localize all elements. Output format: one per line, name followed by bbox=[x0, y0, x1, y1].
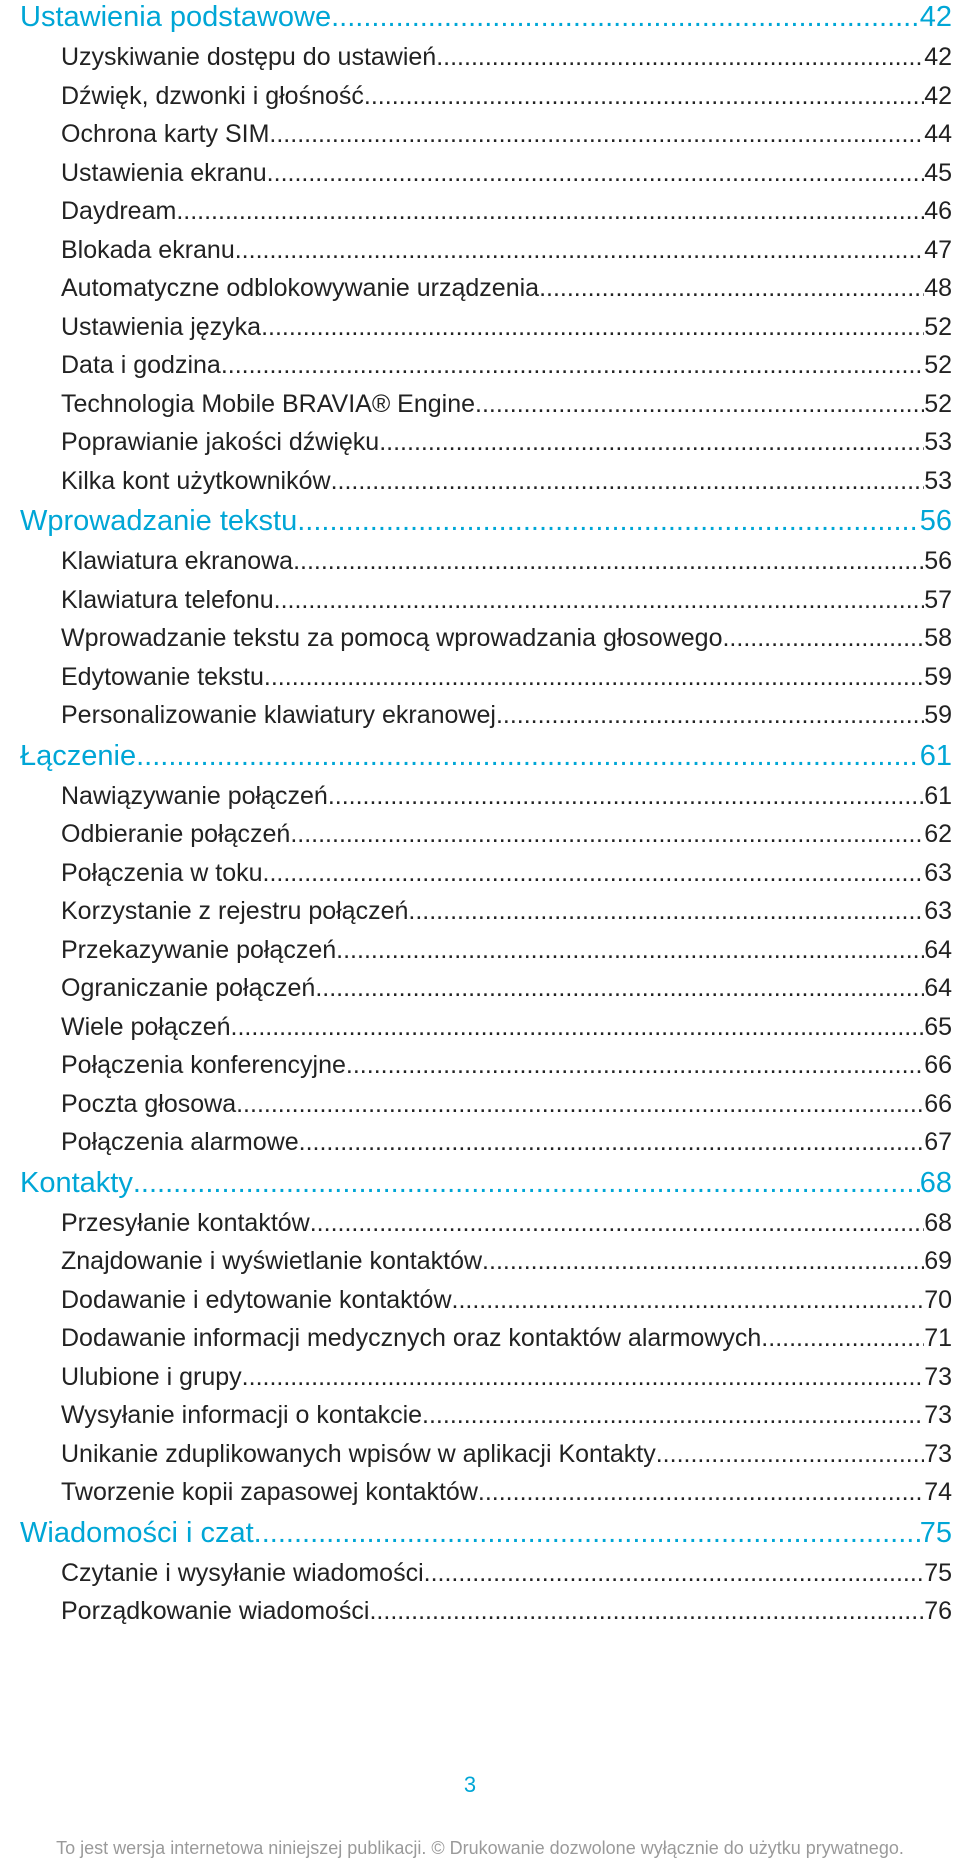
leader-dots bbox=[269, 115, 924, 154]
toc-section bbox=[20, 1166, 952, 1512]
toc-entry-page: 45 bbox=[924, 158, 952, 187]
leader-dots bbox=[242, 1358, 925, 1397]
toc-entry-page: 47 bbox=[924, 235, 952, 264]
toc-entry-title: Unikanie zduplikowanych wpisów w aplikacji Kontakty bbox=[61, 1439, 656, 1468]
toc-entry[interactable] bbox=[20, 192, 952, 231]
leader-dots bbox=[452, 1281, 925, 1320]
leader-dots bbox=[422, 1396, 924, 1435]
toc-entry-title: Kilka kont użytkowników bbox=[61, 466, 331, 495]
toc-heading-title: Ustawienia podstawowe bbox=[20, 1, 332, 33]
toc-entry-page: 56 bbox=[924, 547, 952, 575]
toc-entry-page: 70 bbox=[924, 1285, 952, 1314]
toc-section bbox=[20, 504, 952, 735]
toc-entry-title: Połączenia konferencyjne bbox=[61, 1051, 346, 1079]
footer-note: To jest wersja internetowa niniejszej publikacji. © Drukowanie dozwolone wyłącznie do użytku prywatnego. bbox=[56, 1838, 904, 1858]
toc-entry[interactable] bbox=[20, 1319, 952, 1358]
toc-entry-page: 67 bbox=[924, 1128, 952, 1156]
toc-entry-title: Ustawienia ekranu bbox=[61, 158, 267, 187]
leader-dots bbox=[331, 0, 920, 34]
toc-entry-page: 66 bbox=[924, 1051, 952, 1079]
toc-entry[interactable] bbox=[20, 1204, 952, 1243]
toc-entry[interactable] bbox=[20, 38, 952, 77]
leader-dots bbox=[136, 739, 920, 773]
toc-entry[interactable] bbox=[20, 269, 952, 308]
toc-entry-title: Dźwięk, dzwonki i głośność bbox=[61, 81, 364, 110]
leader-dots bbox=[221, 346, 924, 385]
toc-heading-page: 75 bbox=[919, 1516, 952, 1549]
leader-dots bbox=[290, 815, 924, 854]
leader-dots bbox=[478, 1473, 924, 1512]
toc-entry-page: 44 bbox=[924, 120, 952, 148]
toc-entry-title: Uzyskiwanie dostępu do ustawień bbox=[61, 43, 437, 71]
leader-dots bbox=[133, 1166, 920, 1200]
toc-entry-page: 53 bbox=[924, 466, 952, 495]
toc-entry-title: Poczta głosowa bbox=[61, 1089, 237, 1118]
toc-entry-page: 62 bbox=[924, 820, 952, 848]
toc-entry-title: Porządkowanie wiadomości bbox=[61, 1597, 370, 1625]
toc-entry-title: Ustawienia języka bbox=[61, 312, 262, 341]
toc-entry[interactable] bbox=[20, 462, 952, 501]
leader-dots bbox=[722, 619, 924, 658]
table-of-contents bbox=[20, 0, 952, 1631]
toc-entry[interactable] bbox=[20, 658, 952, 697]
toc-entry-page: 57 bbox=[924, 585, 952, 614]
toc-entry[interactable] bbox=[20, 581, 952, 620]
leader-dots bbox=[496, 696, 924, 735]
toc-heading-page: 68 bbox=[919, 1166, 952, 1199]
toc-entry-title: Wprowadzanie tekstu za pomocą wprowadzania głosowego bbox=[61, 624, 723, 652]
toc-entry-title: Klawiatura ekranowa bbox=[61, 547, 294, 575]
toc-entry[interactable] bbox=[20, 1396, 952, 1435]
toc-entry[interactable] bbox=[20, 77, 952, 116]
toc-entry-title: Korzystanie z rejestru połączeń bbox=[61, 897, 409, 925]
leader-dots bbox=[539, 269, 924, 308]
toc-section bbox=[20, 1516, 952, 1631]
toc-entry-title: Blokada ekranu bbox=[61, 235, 235, 264]
toc-entry[interactable] bbox=[20, 1008, 952, 1047]
toc-entry-title: Przesyłanie kontaktów bbox=[61, 1208, 310, 1237]
toc-entry-title: Odbieranie połączeń bbox=[61, 820, 291, 848]
leader-dots bbox=[267, 154, 925, 193]
toc-entry-page: 63 bbox=[924, 897, 952, 925]
toc-heading[interactable] bbox=[20, 1516, 952, 1554]
toc-entry[interactable] bbox=[20, 1123, 952, 1162]
toc-entry-title: Znajdowanie i wyświetlanie kontaktów bbox=[61, 1247, 483, 1275]
toc-entry-title: Czytanie i wysyłanie wiadomości bbox=[61, 1558, 424, 1587]
toc-entry-title: Klawiatura telefonu bbox=[61, 585, 274, 614]
toc-entry-page: 52 bbox=[924, 351, 952, 379]
toc-entry[interactable] bbox=[20, 892, 952, 931]
toc-entry-page: 58 bbox=[924, 624, 952, 652]
toc-entry-title: Ochrona karty SIM bbox=[61, 120, 270, 148]
toc-entry[interactable] bbox=[20, 1435, 952, 1474]
leader-dots bbox=[261, 308, 924, 347]
toc-entry[interactable] bbox=[20, 1473, 952, 1512]
toc-entry-page: 73 bbox=[924, 1401, 952, 1429]
leader-dots bbox=[364, 77, 924, 116]
toc-entry-title: Data i godzina bbox=[61, 351, 221, 379]
toc-heading-page: 61 bbox=[919, 739, 952, 772]
leader-dots bbox=[315, 969, 924, 1008]
leader-dots bbox=[346, 1046, 924, 1085]
leader-dots bbox=[482, 1242, 924, 1281]
leader-dots bbox=[297, 504, 919, 538]
leader-dots bbox=[299, 1123, 925, 1162]
toc-entry-title: Połączenia w toku bbox=[61, 858, 263, 887]
toc-entry-page: 73 bbox=[924, 1439, 952, 1468]
toc-entry-page: 73 bbox=[924, 1362, 952, 1391]
toc-entry-page: 76 bbox=[924, 1597, 952, 1625]
toc-heading[interactable] bbox=[20, 739, 952, 777]
toc-heading-page: 56 bbox=[919, 505, 952, 537]
leader-dots bbox=[761, 1319, 924, 1358]
toc-entry-page: 75 bbox=[924, 1558, 952, 1587]
toc-heading-page: 42 bbox=[919, 1, 952, 33]
leader-dots bbox=[263, 854, 925, 893]
toc-entry-title: Tworzenie kopii zapasowej kontaktów bbox=[61, 1478, 478, 1506]
toc-entry[interactable] bbox=[20, 1358, 952, 1397]
toc-entry-page: 59 bbox=[924, 701, 952, 729]
leader-dots bbox=[336, 931, 924, 970]
toc-entry-title: Nawiązywanie połączeń bbox=[61, 781, 328, 810]
toc-entry-page: 69 bbox=[924, 1247, 952, 1275]
toc-entry[interactable] bbox=[20, 231, 952, 270]
toc-entry[interactable] bbox=[20, 815, 952, 854]
toc-entry-page: 64 bbox=[924, 974, 952, 1002]
toc-entry-page: 52 bbox=[924, 389, 952, 418]
toc-entry-title: Wysyłanie informacji o kontakcie bbox=[61, 1401, 423, 1429]
leader-dots bbox=[231, 1008, 925, 1047]
toc-entry-title: Przekazywanie połączeń bbox=[61, 935, 337, 964]
leader-dots bbox=[236, 1085, 924, 1124]
toc-entry[interactable] bbox=[20, 931, 952, 970]
toc-entry[interactable] bbox=[20, 1281, 952, 1320]
toc-entry-page: 52 bbox=[924, 312, 952, 341]
toc-entry-title: Ograniczanie połączeń bbox=[61, 974, 316, 1002]
toc-entry-title: Automatyczne odblokowywanie urządzenia bbox=[61, 274, 540, 302]
toc-entry-title: Personalizowanie klawiatury ekranowej bbox=[61, 701, 496, 729]
toc-heading-title: Kontakty bbox=[20, 1166, 133, 1199]
toc-entry-page: 46 bbox=[924, 197, 952, 225]
toc-heading-title: Wprowadzanie tekstu bbox=[20, 505, 298, 537]
toc-entry[interactable] bbox=[20, 1085, 952, 1124]
toc-entry[interactable] bbox=[20, 1242, 952, 1281]
toc-entry-page: 42 bbox=[924, 43, 952, 71]
toc-entry-page: 61 bbox=[924, 781, 952, 810]
leader-dots bbox=[436, 38, 924, 77]
toc-entry[interactable] bbox=[20, 423, 952, 462]
leader-dots bbox=[310, 1204, 924, 1243]
toc-entry[interactable] bbox=[20, 777, 952, 816]
toc-entry[interactable] bbox=[20, 969, 952, 1008]
toc-entry-title: Ulubione i grupy bbox=[61, 1362, 242, 1391]
leader-dots bbox=[369, 1592, 924, 1631]
leader-dots bbox=[408, 892, 924, 931]
toc-entry[interactable] bbox=[20, 696, 952, 735]
leader-dots bbox=[254, 1516, 920, 1550]
toc-entry-page: 65 bbox=[924, 1012, 952, 1041]
leader-dots bbox=[293, 542, 924, 581]
toc-section bbox=[20, 739, 952, 1162]
toc-entry[interactable] bbox=[20, 1046, 952, 1085]
toc-entry[interactable] bbox=[20, 385, 952, 424]
toc-entry-page: 64 bbox=[924, 935, 952, 964]
leader-dots bbox=[331, 462, 925, 501]
toc-entry-page: 42 bbox=[924, 81, 952, 110]
leader-dots bbox=[235, 231, 924, 270]
toc-entry-page: 48 bbox=[924, 274, 952, 302]
toc-heading-title: Łączenie bbox=[20, 739, 137, 772]
leader-dots bbox=[379, 423, 924, 462]
toc-entry-title: Połączenia alarmowe bbox=[61, 1128, 299, 1156]
toc-entry-page: 59 bbox=[924, 662, 952, 691]
toc-entry[interactable] bbox=[20, 346, 952, 385]
leader-dots bbox=[176, 192, 924, 231]
toc-entry[interactable] bbox=[20, 308, 952, 347]
toc-entry-page: 63 bbox=[924, 858, 952, 887]
toc-entry-title: Dodawanie i edytowanie kontaktów bbox=[61, 1285, 452, 1314]
page-number: 3 bbox=[463, 1772, 477, 1797]
toc-entry-page: 71 bbox=[924, 1324, 952, 1352]
toc-heading[interactable] bbox=[20, 504, 952, 542]
toc-heading[interactable] bbox=[20, 0, 952, 38]
toc-entry-title: Technologia Mobile BRAVIA® Engine bbox=[61, 389, 476, 418]
toc-heading-title: Wiadomości i czat bbox=[20, 1516, 254, 1549]
toc-section bbox=[20, 0, 952, 500]
toc-entry-page: 74 bbox=[924, 1478, 952, 1506]
leader-dots bbox=[274, 581, 925, 620]
leader-dots bbox=[328, 777, 924, 816]
toc-entry[interactable] bbox=[20, 619, 952, 658]
leader-dots bbox=[424, 1554, 925, 1593]
toc-entry-title: Edytowanie tekstu bbox=[61, 662, 264, 691]
toc-entry[interactable] bbox=[20, 542, 952, 581]
leader-dots bbox=[264, 658, 924, 697]
toc-entry[interactable] bbox=[20, 115, 952, 154]
toc-entry-title: Poprawianie jakości dźwięku bbox=[61, 428, 380, 456]
leader-dots bbox=[475, 385, 924, 424]
toc-entry-title: Dodawanie informacji medycznych oraz kontaktów alarmowych bbox=[61, 1324, 762, 1352]
toc-entry-page: 68 bbox=[924, 1208, 952, 1237]
toc-entry[interactable] bbox=[20, 154, 952, 193]
toc-entry-page: 66 bbox=[924, 1089, 952, 1118]
toc-entry[interactable] bbox=[20, 1592, 952, 1631]
toc-entry[interactable] bbox=[20, 1554, 952, 1593]
toc-entry[interactable] bbox=[20, 854, 952, 893]
toc-entry-title: Daydream bbox=[61, 197, 177, 225]
toc-entry-page: 53 bbox=[924, 428, 952, 456]
toc-heading[interactable] bbox=[20, 1166, 952, 1204]
leader-dots bbox=[656, 1435, 924, 1474]
toc-entry-title: Wiele połączeń bbox=[61, 1012, 231, 1041]
